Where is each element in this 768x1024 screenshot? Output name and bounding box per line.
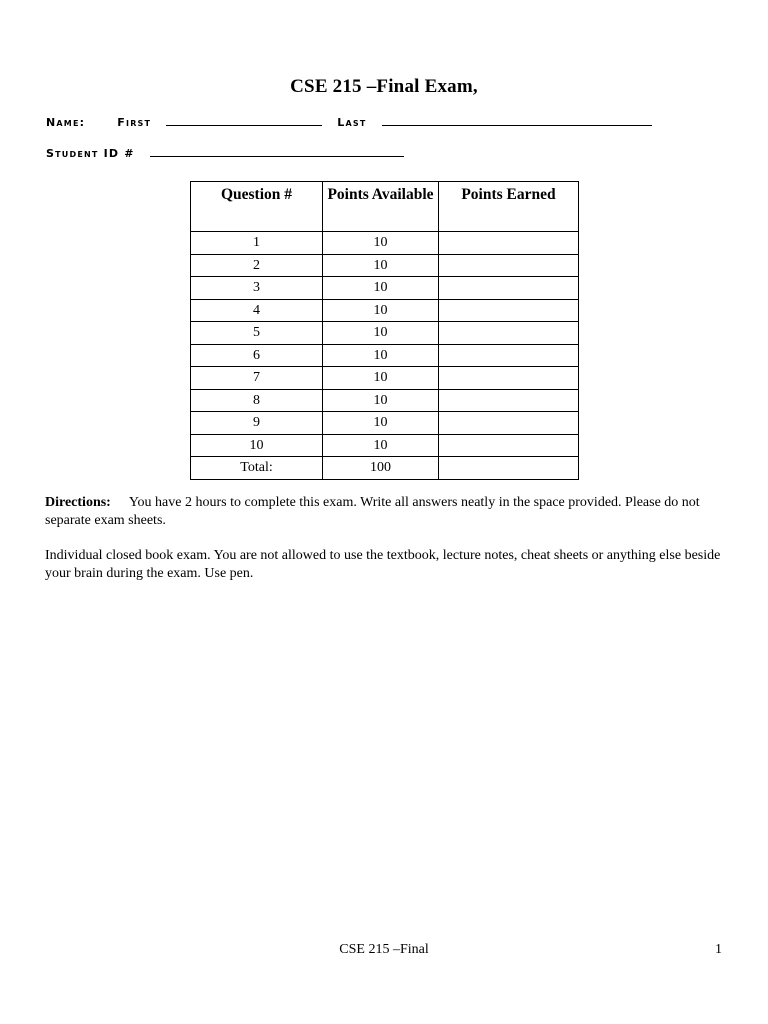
question-number-cell: 7 — [191, 367, 323, 390]
table-row — [191, 277, 579, 300]
name-label: Name: — [46, 116, 86, 129]
points-earned-cell[interactable] — [439, 344, 579, 367]
header-question-number: Question # — [191, 182, 323, 232]
points-earned-cell[interactable] — [439, 277, 579, 300]
first-name-blank[interactable] — [166, 115, 322, 126]
question-number-cell: 4 — [191, 299, 323, 322]
points-earned-cell[interactable] — [439, 389, 579, 412]
student-id-label: Student ID # — [46, 147, 135, 160]
points-available-cell: 10 — [323, 299, 439, 322]
student-id-blank[interactable] — [150, 146, 404, 157]
points-available-cell: 10 — [323, 367, 439, 390]
points-available-cell: 10 — [323, 277, 439, 300]
total-earned-cell[interactable] — [439, 457, 579, 480]
question-number-cell: 3 — [191, 277, 323, 300]
student-id-row — [46, 146, 404, 160]
header-points-earned: Points Earned — [439, 182, 579, 232]
directions-text: You have 2 hours to complete this exam. Write all answers neatly in the space provided. Please do not separate exam sheets. — [45, 495, 700, 528]
question-number-cell: 9 — [191, 412, 323, 435]
points-earned-cell[interactable] — [439, 412, 579, 435]
last-name-blank[interactable] — [382, 115, 652, 126]
total-row — [191, 457, 579, 480]
header-points-available: Points Available — [323, 182, 439, 232]
exam-title: CSE 215 –Final Exam, — [290, 76, 478, 97]
question-number-cell: 8 — [191, 389, 323, 412]
name-field-row — [46, 115, 652, 129]
points-earned-cell[interactable] — [439, 232, 579, 255]
question-number-cell: 5 — [191, 322, 323, 345]
score-table — [190, 181, 579, 480]
table-row — [191, 412, 579, 435]
table-row — [191, 322, 579, 345]
points-available-cell: 10 — [323, 389, 439, 412]
score-table-header-row — [191, 182, 579, 232]
table-row — [191, 434, 579, 457]
points-available-cell: 10 — [323, 434, 439, 457]
directions-label: Directions: — [45, 495, 111, 510]
points-available-cell: 10 — [323, 254, 439, 277]
question-number-cell: 1 — [191, 232, 323, 255]
points-earned-cell[interactable] — [439, 254, 579, 277]
total-available-cell: 100 — [323, 457, 439, 480]
rules-paragraph: Individual closed book exam. You are not allowed to use the textbook, lecture notes, cheat sheets or anything else beside your brain during the exam. Use pen. — [45, 548, 721, 581]
points-available-cell: 10 — [323, 322, 439, 345]
points-available-cell: 10 — [323, 344, 439, 367]
points-available-cell: 10 — [323, 232, 439, 255]
table-row — [191, 389, 579, 412]
directions-paragraph — [45, 494, 735, 530]
points-earned-cell[interactable] — [439, 434, 579, 457]
question-number-cell: 10 — [191, 434, 323, 457]
page-number: 1 — [715, 942, 722, 957]
points-earned-cell[interactable] — [439, 367, 579, 390]
question-number-cell: 2 — [191, 254, 323, 277]
points-available-cell: 10 — [323, 412, 439, 435]
points-earned-cell[interactable] — [439, 322, 579, 345]
table-row — [191, 344, 579, 367]
table-row — [191, 299, 579, 322]
first-name-label: First — [117, 116, 152, 129]
table-row — [191, 232, 579, 255]
total-label-cell: Total: — [191, 457, 323, 480]
table-row — [191, 367, 579, 390]
footer-title: CSE 215 –Final — [339, 942, 429, 957]
last-name-label: Last — [337, 116, 367, 129]
question-number-cell: 6 — [191, 344, 323, 367]
table-row — [191, 254, 579, 277]
points-earned-cell[interactable] — [439, 299, 579, 322]
